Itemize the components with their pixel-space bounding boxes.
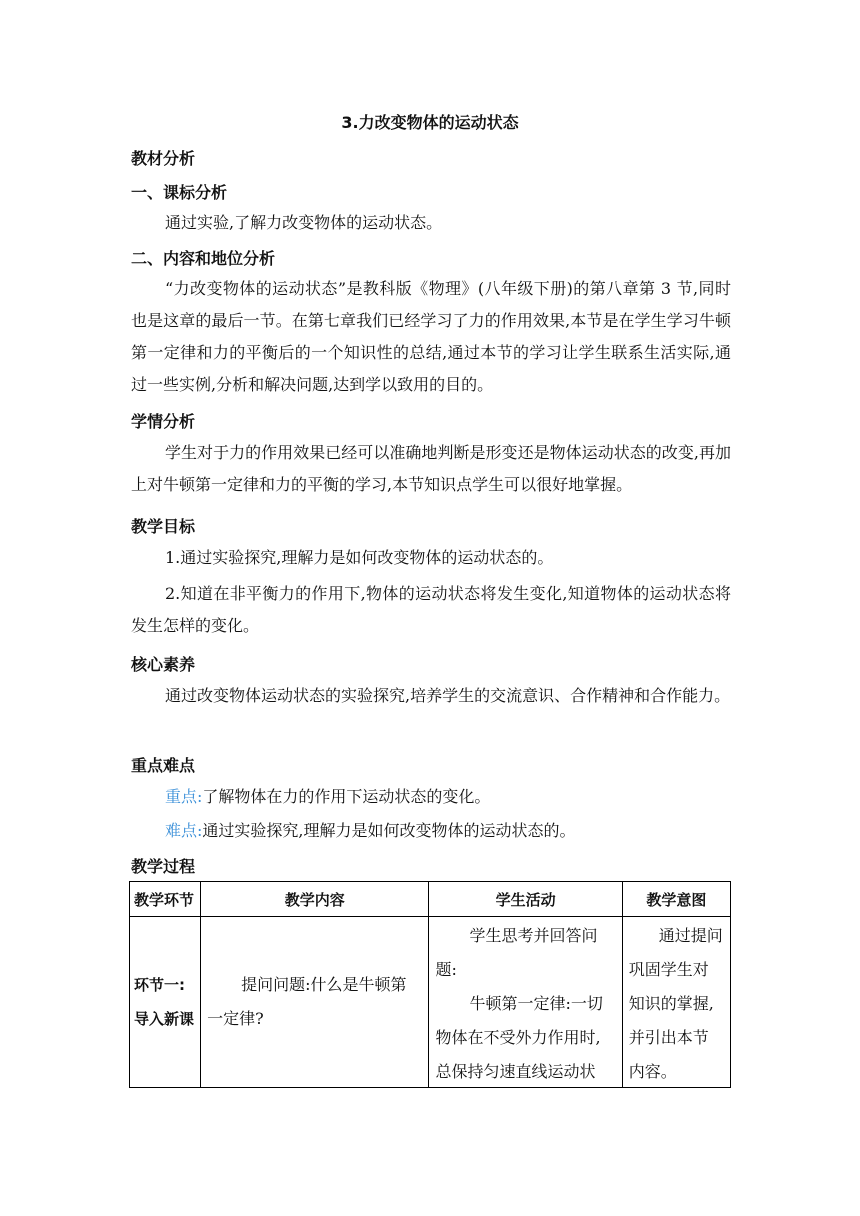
heading-curriculum: 一、课标分析 — [131, 183, 228, 202]
activity-line-1: 学生思考并回答问题: — [435, 926, 598, 979]
heading-textbook-analysis: 教材分析 — [131, 149, 196, 168]
heading-goals: 教学目标 — [131, 517, 196, 536]
difficult-point — [131, 815, 731, 847]
header-stage: 教学环节 — [130, 882, 201, 917]
cell-content — [201, 917, 429, 1088]
header-intent: 教学意图 — [622, 882, 730, 917]
student-text: 学生对于力的作用效果已经可以准确地判断是形变还是物体运动状态的改变,再加上对牛顿第一定律和力的平衡的学习,本节知识点学生可以很好地掌握。 — [131, 443, 731, 494]
content-text-cell: 提问问题:什么是牛顿第一定律? — [207, 975, 407, 1028]
cell-intent — [622, 917, 730, 1088]
heading-content: 二、内容和地位分析 — [131, 249, 276, 268]
heading-literacy: 核心素养 — [131, 655, 196, 674]
process-table — [129, 881, 731, 1088]
curriculum-text: 通过实验,了解力改变物体的运动状态。 — [165, 213, 443, 232]
difficult-text: 通过实验探究,理解力是如何改变物体的运动状态的。 — [202, 821, 576, 840]
header-content: 教学内容 — [201, 882, 429, 917]
page-title: 3.力改变物体的运动状态 — [341, 113, 519, 132]
literacy-text: 通过改变物体运动状态的实验探究,培养学生的交流意识、合作精神和合作能力。 — [165, 686, 731, 705]
key-text: 了解物体在力的作用下运动状态的变化。 — [202, 787, 491, 806]
key-point — [131, 781, 731, 813]
content-text: “力改变物体的运动状态”是教科版《物理》(八年级下册)的第八章第 3 节,同时也是这章的最后一节。在第七章我们已经学习了力的作用效果,本节是在学生学习牛顿第一定律和力的平衡后的一个知识性的总结,通过本节的学习让学生联系生活实际,通过一些实例,分析和解决问题,达到学以致用的目的。 — [131, 279, 731, 394]
goal-1: 1.通过实验探究,理解力是如何改变物体的运动状态的。 — [165, 548, 554, 567]
activity-line-2: 牛顿第一定律:一切物体在不受外力作用时,总保持匀速直线运动状 — [435, 994, 603, 1081]
goal-2: 2.知道在非平衡力的作用下,物体的运动状态将发生变化,知道物体的运动状态将发生怎样的变化。 — [131, 584, 731, 635]
table-header-row — [130, 882, 731, 917]
cell-stage: 环节一:导入新课 — [130, 917, 201, 1088]
table-row — [130, 917, 731, 1088]
heading-student-analysis: 学情分析 — [131, 412, 196, 431]
difficult-label: 难点: — [165, 821, 203, 840]
intent-text: 通过提问巩固学生对知识的掌握,并引出本节内容。 — [628, 926, 723, 1081]
cell-activity — [429, 917, 622, 1088]
header-activity: 学生活动 — [429, 882, 622, 917]
key-label: 重点: — [165, 787, 203, 806]
heading-process: 教学过程 — [131, 857, 196, 876]
heading-keypoints: 重点难点 — [131, 756, 196, 775]
